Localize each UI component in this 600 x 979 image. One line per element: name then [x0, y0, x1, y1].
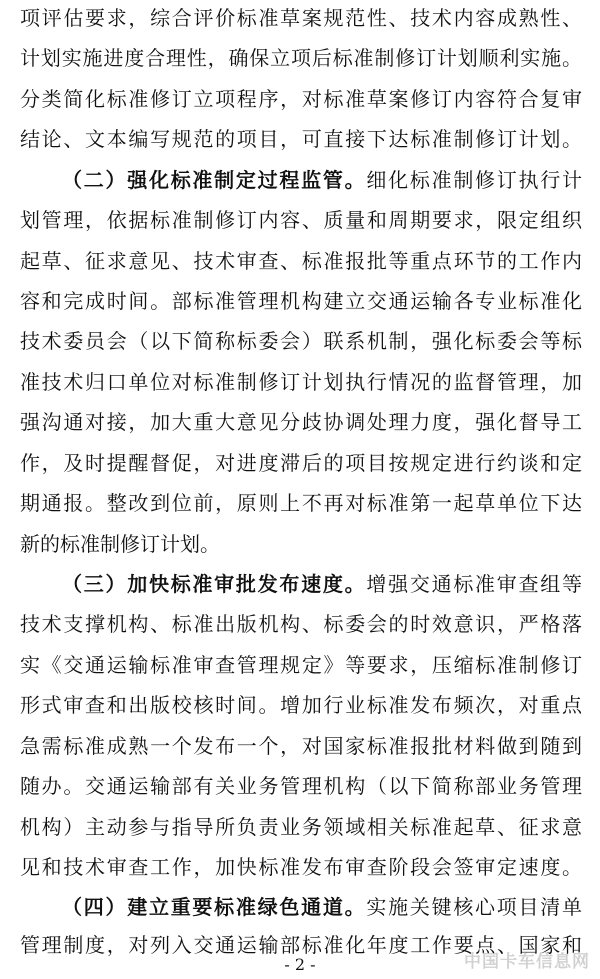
paragraph-4-first-line — [62, 887, 582, 927]
text-line: 作，及时提醒督促，对进度滞后的项目按规定进行约谈和定 — [20, 451, 582, 475]
section-heading-3: （三）加快标准审批发布速度。 — [62, 572, 367, 596]
text-line: 划管理，依据标准制修订内容、质量和周期要求，限定组织 — [20, 208, 582, 232]
text-line: 管理制度，对列入交通运输部标准化年度工作要点、国家和 — [20, 933, 582, 957]
text-line: 实《交通运输标准审查管理规定》等要求，压缩标准制修订 — [20, 653, 582, 677]
paragraph-3-first-line — [62, 564, 582, 604]
text-line: 准技术归口单位对标准制修订计划执行情况的监督管理，加 — [20, 370, 582, 394]
text-line: 容和完成时间。部标准管理机构建立交通运输各专业标准化 — [20, 289, 582, 313]
text-line: 见和技术审查工作，加快标准发布审查阶段会签审定速度。 — [20, 855, 582, 879]
text-line: 期通报。整改到位前，原则上不再对标准第一起草单位下达 — [20, 491, 582, 515]
text-run: 细化标准制修订执行计 — [366, 168, 582, 192]
paragraph-2-first-line — [62, 160, 582, 200]
text-line: 结论、文本编写规范的项目，可直接下达标准制修订计划。 — [20, 127, 582, 151]
text-line: 分类简化标准修订立项程序，对标准草案修订内容符合复审 — [20, 87, 582, 111]
text-line: 技术委员会（以下简称标委会）联系机制，强化标委会等标 — [20, 329, 582, 353]
text-line: 随办。交通运输部有关业务管理机构（以下简称部业务管理 — [20, 774, 582, 798]
text-line: 急需标准成熟一个发布一个，对国家标准报批材料做到随到 — [20, 734, 582, 758]
text-line: 技术支撑机构、标准出版机构、标委会的时效意识，严格落 — [20, 612, 582, 636]
page-number: - 2 - — [284, 955, 316, 974]
watermark-logo: 中国卡车信息网 — [464, 952, 590, 972]
text-line: 计划实施进度合理性，确保立项后标准制修订计划顺利实施。 — [20, 46, 582, 70]
text-line: 项评估要求，综合评价标准草案规范性、技术内容成熟性、 — [20, 6, 582, 30]
section-heading-4: （四）建立重要标准绿色通道。 — [62, 895, 367, 919]
text-line: 机构）主动参与指导所负责业务领域相关标准起草、征求意 — [20, 815, 582, 839]
section-heading-2: （二）强化标准制定过程监管。 — [62, 168, 367, 192]
text-run: 实施关键核心项目清单 — [366, 895, 582, 919]
text-run: 增强交通标准审查组等 — [366, 572, 582, 596]
text-line: 形式审查和出版校核时间。增加行业标准发布频次，对重点 — [20, 693, 582, 717]
text-line: 强沟通对接，加大重大意见分歧协调处理力度，强化督导工 — [20, 410, 582, 434]
text-line: 新的标准制修订计划。 — [20, 532, 220, 556]
text-line: 起草、征求意见、技术审查、标准报批等重点环节的工作内 — [20, 249, 582, 273]
